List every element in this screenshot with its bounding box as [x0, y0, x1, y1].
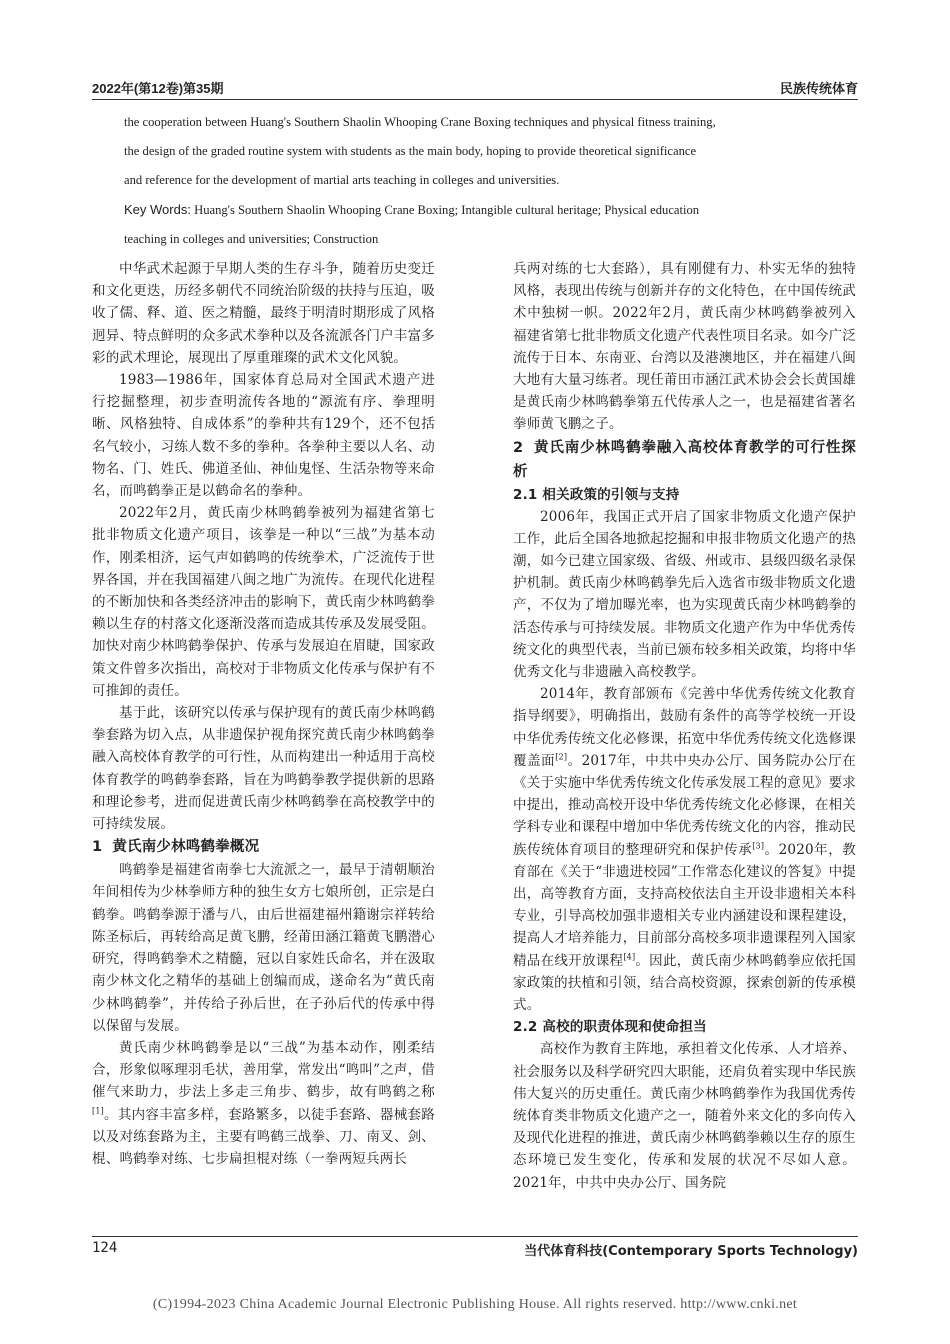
section-heading-1: 1 黄氏南少林鸣鹤拳概况 — [92, 839, 260, 856]
abstract-line: and reference for the development of martial arts teaching in colleges and universities. — [124, 173, 560, 187]
paragraph: 2014年，教育部颁布《完善中华优秀传统文化教育指导纲要》，明确指出，鼓励有条件的高等学校统一开设中华优秀传统文化必修课，拓宽中华优秀传统文化选修课覆盖面[2]。2017年，中共中央办公厅、国务院办公厅在《关于实施中华优秀传统文化传承发展工程的意见》要求中提出，推动高校开设中华优秀传统文化必修课，在相关学科专业和课程中增加中华优秀传统文化的内容，推动民族传统体育项目的整理研究和保护传承[3]。2020年，教育部在《关于“非遗进校园”工作常态化建议的答复》中提出，高等教育方面，支持高校依法自主开设非遗相关本科专业，引导高校加强非遗相关专业内涵建设和课程建设，提高人才培养能力，目前部分高校多项非遗课程列入国家精品在线开放课程[4]。因此，黄氏南少林鸣鹤拳应依托国家政策的扶植和引领，结合高校资源，探索创新的传承模式。 — [513, 686, 857, 1014]
running-header — [92, 74, 858, 98]
keywords-text: Huang's Southern Shaolin Whooping Crane Boxing; Intangible cultural heritage; Physical education — [194, 203, 700, 217]
subsection-heading-2-1: 2.1 相关政策的引领与支持 — [513, 486, 680, 503]
subsection-heading-2-2: 2.2 高校的职责体现和使命担当 — [513, 1019, 707, 1036]
paragraph: 基于此，该研究以传承与保护现有的黄氏南少林鸣鹤拳套路为切入点，从非遗保护视角探究黄氏南少林鸣鹤拳融入高校体育教学的可行性，从而构建出一种适用于高校体育教学的鸣鹤拳套路，旨在为鸣鹤拳教学提供新的思路和理论参考，进而促进黄氏南少林鸣鹤拳在高校教学中的可持续发展。 — [92, 705, 435, 833]
section-heading-2: 2 黄氏南少林鸣鹤拳融入高校体育教学的可行性探析 — [513, 439, 856, 480]
paragraph: 鸣鹤拳是福建省南拳七大流派之一，最早于清朝顺治年间相传为少林拳师方种的独生女方七娘所创，正宗是白鹤拳。鸣鹤拳源于潘与八，由后世福建福州籍谢宗祥转给陈圣标后，再转给高足黄飞鹏，经莆田涵江籍黄飞鹏潜心研究，得鸣鹤拳术之精髓，冠以自家姓氏命名，并在汲取南少林文化之精华的基础上创编而成，遂命名为“黄氏南少林鸣鹤拳”，并传给子孙后世，在子孙后代的传承中得以保留与发展。 — [92, 862, 435, 1034]
right-column — [513, 258, 856, 1194]
citation[interactable]: [4] — [623, 952, 636, 962]
keywords-label: Key Words: — [124, 202, 191, 217]
section-name: 民族传统体育 — [779, 81, 858, 96]
paragraph: 2006年，我国正式开启了国家非物质文化遗产保护工作，此后全国各地掀起挖掘和申报非物质文化遗产的热潮，如今已建立国家级、省级、州或市、县级四级名录保护机制。黄氏南少林鸣鹤拳先后入选省市级非物质文化遗产，不仅为了增加曝光率，也为实现黄氏南少林鸣鹤拳的活态传承与可持续发展。非物质文化遗产作为中华优秀传统文化的典型代表，当前已颁布较多相关政策，均将中华优秀文化与非遗融入高校教学。 — [513, 508, 856, 681]
abstract-line: the cooperation between Huang's Southern Shaolin Whooping Crane Boxing techniques and physical fitness training, — [124, 115, 716, 129]
header-rule — [92, 99, 858, 100]
copyright-line: (C)1994-2023 China Academic Journal Electronic Publishing House. All rights reserved. http://www.cnki.net — [152, 1297, 798, 1312]
citation[interactable]: [3] — [752, 841, 765, 851]
page-number: 124 — [92, 1240, 118, 1256]
paragraph: 黄氏南少林鸣鹤拳是以“三战”为基本动作，刚柔结合，形象似啄理羽毛状，善用掌，常发出“鸣叫”之声，借催气来助力，步法上多走三角步、鹤步，故有鸣鹤之称[1]。其内容丰富多样，套路繁多，以徒手套路、器械套路以及对练套路为主，主要有鸣鹤三战拳、刀、南叉、剑、棍、鸣鹤拳对练、七步扁担棍对练（一拳两短兵两长 — [92, 1039, 436, 1167]
footer-rule — [92, 1236, 858, 1237]
paragraph: 高校作为教育主阵地，承担着文化传承、人才培养、社会服务以及科学研究四大职能，还肩负着实现中华民族伟大复兴的历史重任。黄氏南少林鸣鹤拳作为我国优秀传统体育类非物质文化遗产之一，随着外来文化的多向传入及现代化进程的推进，黄氏南少林鸣鹤拳赖以生存的原生态环境已发生变化，传承和发展的状况不尽如人意。2021年，中共中央办公厅、国务院 — [513, 1041, 856, 1191]
abstract-block — [124, 108, 824, 254]
paragraph: 中华武术起源于早期人类的生存斗争，随着历史变迁和文化更迭，历经多朝代不同统治阶级的扶持与压迫，吸收了儒、释、道、医之精髓，最终于明清时期形成了风格迥异、特点鲜明的众多武术拳种以及各流派各门户丰富多彩的武术理论，展现出了厚重璀璨的武术文化风貌。 — [92, 261, 435, 366]
paragraph: 2022年2月，黄氏南少林鸣鹤拳被列为福建省第七批非物质文化遗产项目，该拳是一种以“三战”为基本动作，刚柔相济，运气声如鹤鸣的传统拳术，广泛流传于世界各国，并在我国福建八闽之地广为流传。在现代化进程的不断加快和各类经济冲击的影响下，黄氏南少林鸣鹤拳赖以生存的村落文化逐渐没落而造成其传承及发展受阻。加快对南少林鸣鹤拳保护、传承与发展迫在眉睫，国家政策文件曾多次指出，高校对于非物质文化传承与保护有不可推卸的责任。 — [92, 505, 435, 699]
issue-info: 2022年(第12卷)第35期 — [92, 81, 224, 96]
paragraph: 1983—1986年，国家体育总局对全国武术遗产进行挖掘整理，初步查明流传各地的“源流有序、拳理明晰、风格独特、自成体系”的拳种共有129个，还不包括名气较小，习练人数不多的拳种。各拳种主要以人名、动物名、门、姓氏、佛道圣仙、神仙鬼怪、生活杂物等来命名，而鸣鹤拳正是以鹤命名的拳种。 — [92, 372, 435, 500]
abstract-line: the design of the graded routine system with students as the main body, hoping to provide theoretical significance — [124, 144, 697, 158]
citation[interactable]: [2] — [555, 752, 568, 762]
citation[interactable]: [1] — [92, 1106, 104, 1116]
journal-name: 当代体育科技(Contemporary Sports Technology) — [524, 1244, 858, 1259]
left-column — [92, 258, 435, 1170]
keywords-cont: teaching in colleges and universities; Construction — [124, 232, 379, 246]
paragraph: 兵两对练的七大套路），具有刚健有力、朴实无华的独特风格，表现出传统与创新并存的文化特色，在中国传统武术中独树一帜。2022年2月，黄氏南少林鸣鹤拳被列入福建省第七批非物质文化遗产代表性项目名录。如今广泛流传于日本、东南亚、台湾以及港澳地区，并在福建八闽大地有大量习练者。现任莆田市涵江武术协会会长黄国雄是黄氏南少林鸣鹤拳第五代传承人之一，也是福建省著名拳师黄飞鹏之子。 — [513, 261, 856, 433]
keywords — [124, 195, 824, 225]
